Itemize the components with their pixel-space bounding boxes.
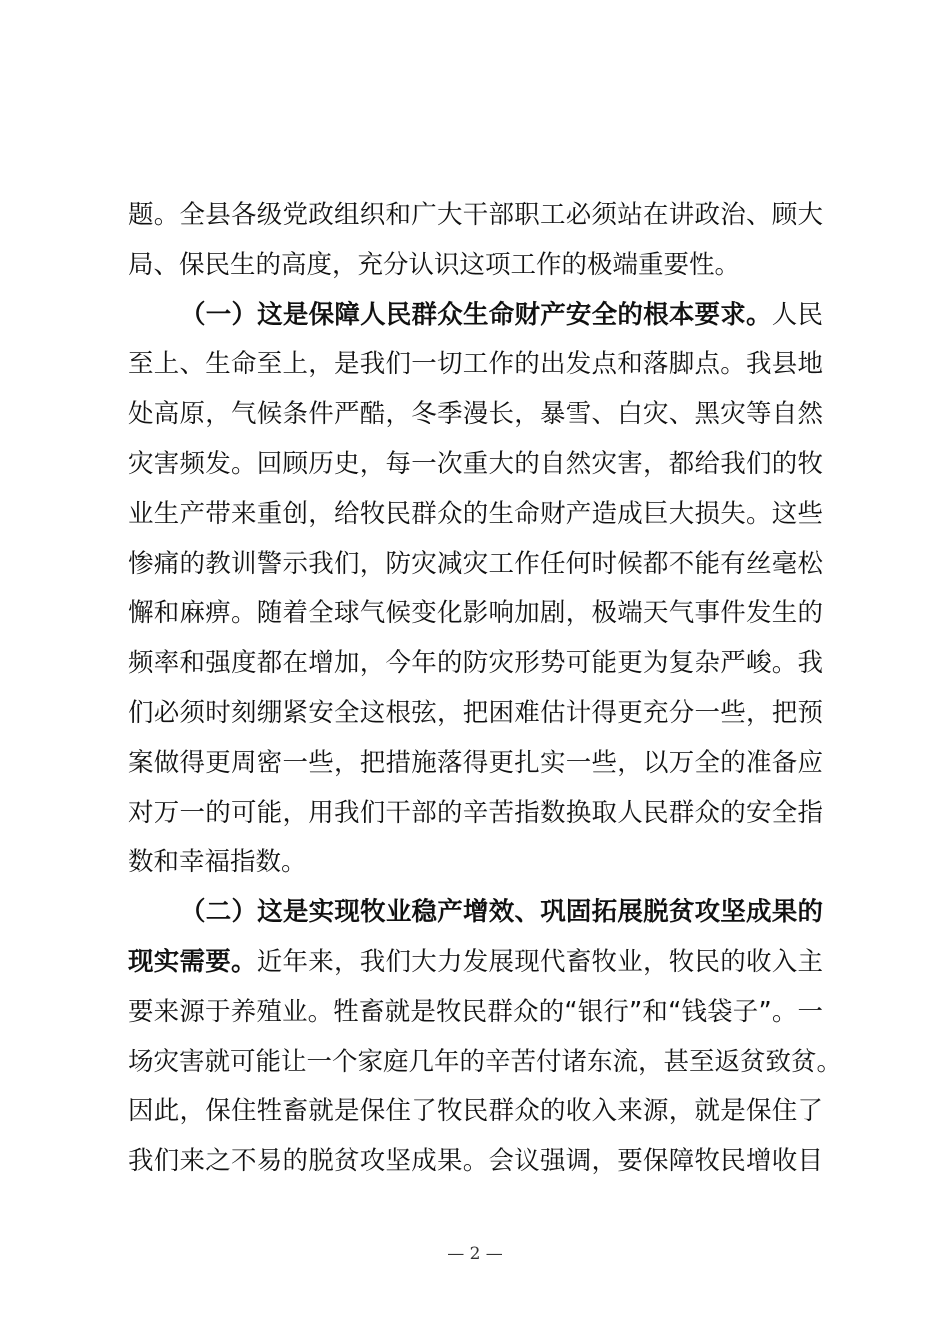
text-line xyxy=(128,594,823,644)
text-line xyxy=(128,545,823,595)
page-number: — 2 — xyxy=(447,1244,503,1264)
text-line xyxy=(128,495,823,545)
body-text-segment: 们必须时刻绷紧安全这根弦，把困难估计得更充分一些，把预 xyxy=(128,697,823,728)
text-line xyxy=(128,1142,823,1192)
text-line xyxy=(128,943,823,993)
body-text-segment: 场灾害就可能让一个家庭几年的辛苦付诸东流，甚至返贫致贫。 xyxy=(128,1046,843,1077)
body-text-segment: 因此，保住牲畜就是保住了牧民群众的收入来源，就是保住了 xyxy=(128,1096,823,1127)
text-line xyxy=(128,893,823,943)
body-text-segment: 我们来之不易的脱贫攻坚成果。会议强调，要保障牧民增收目 xyxy=(128,1146,823,1177)
bold-heading-text: （一）这是保障人民群众生命财产安全的根本要求。 xyxy=(180,299,772,330)
text-line xyxy=(128,246,823,296)
body-text-segment: 人民 xyxy=(771,299,823,330)
body-text-segment: 处高原，气候条件严酷，冬季漫长，暴雪、白灾、黑灾等自然 xyxy=(128,399,823,430)
body-text-segment: 题。全县各级党政组织和广大干部职工必须站在讲政治、顾大 xyxy=(128,200,823,230)
body-text xyxy=(128,196,843,1192)
body-text-segment: 懈和麻痹。随着全球气候变化影响加剧，极端天气事件发生的 xyxy=(128,598,823,629)
body-text-segment: 至上、生命至上，是我们一切工作的出发点和落脚点。我县地 xyxy=(128,349,823,380)
text-line xyxy=(128,345,823,395)
text-line xyxy=(128,993,823,1043)
body-text-segment: 案做得更周密一些，把措施落得更扎实一些，以万全的准备应 xyxy=(128,747,823,778)
text-line xyxy=(128,1043,843,1093)
bold-heading-text: （二）这是实现牧业稳产增效、巩固拓展脱贫攻坚成果的 xyxy=(180,897,823,928)
text-line xyxy=(128,644,823,694)
text-line xyxy=(128,196,823,246)
text-line xyxy=(128,744,823,794)
body-text-segment: 灾害频发。回顾历史，每一次重大的自然灾害，都给我们的牧 xyxy=(128,448,823,479)
body-text-segment: 数和幸福指数。 xyxy=(128,847,307,878)
text-line xyxy=(128,794,823,844)
bold-heading-text: 现实需要。 xyxy=(128,946,257,977)
text-line xyxy=(128,694,823,744)
body-text-segment: 要来源于养殖业。牲畜就是牧民群众的“银行”和“钱袋子”。一 xyxy=(128,996,823,1027)
body-text-segment: 近年来，我们大力发展现代畜牧业，牧民的收入主 xyxy=(256,946,823,977)
body-text-segment: 频率和强度都在增加，今年的防灾形势可能更为复杂严峻。我 xyxy=(128,648,823,679)
text-line xyxy=(128,445,823,495)
body-text-segment: 局、保民生的高度，充分认识这项工作的极端重要性。 xyxy=(128,249,741,280)
body-text-segment: 对万一的可能，用我们干部的辛苦指数换取人民群众的安全指 xyxy=(128,797,823,828)
body-text-segment: 惨痛的教训警示我们，防灾减灾工作任何时候都不能有丝毫松 xyxy=(128,548,823,579)
text-line xyxy=(128,1092,823,1142)
text-line xyxy=(128,296,823,346)
text-line xyxy=(128,395,823,445)
text-line xyxy=(128,843,823,893)
body-text-segment: 业生产带来重创，给牧民群众的生命财产造成巨大损失。这些 xyxy=(128,498,823,529)
